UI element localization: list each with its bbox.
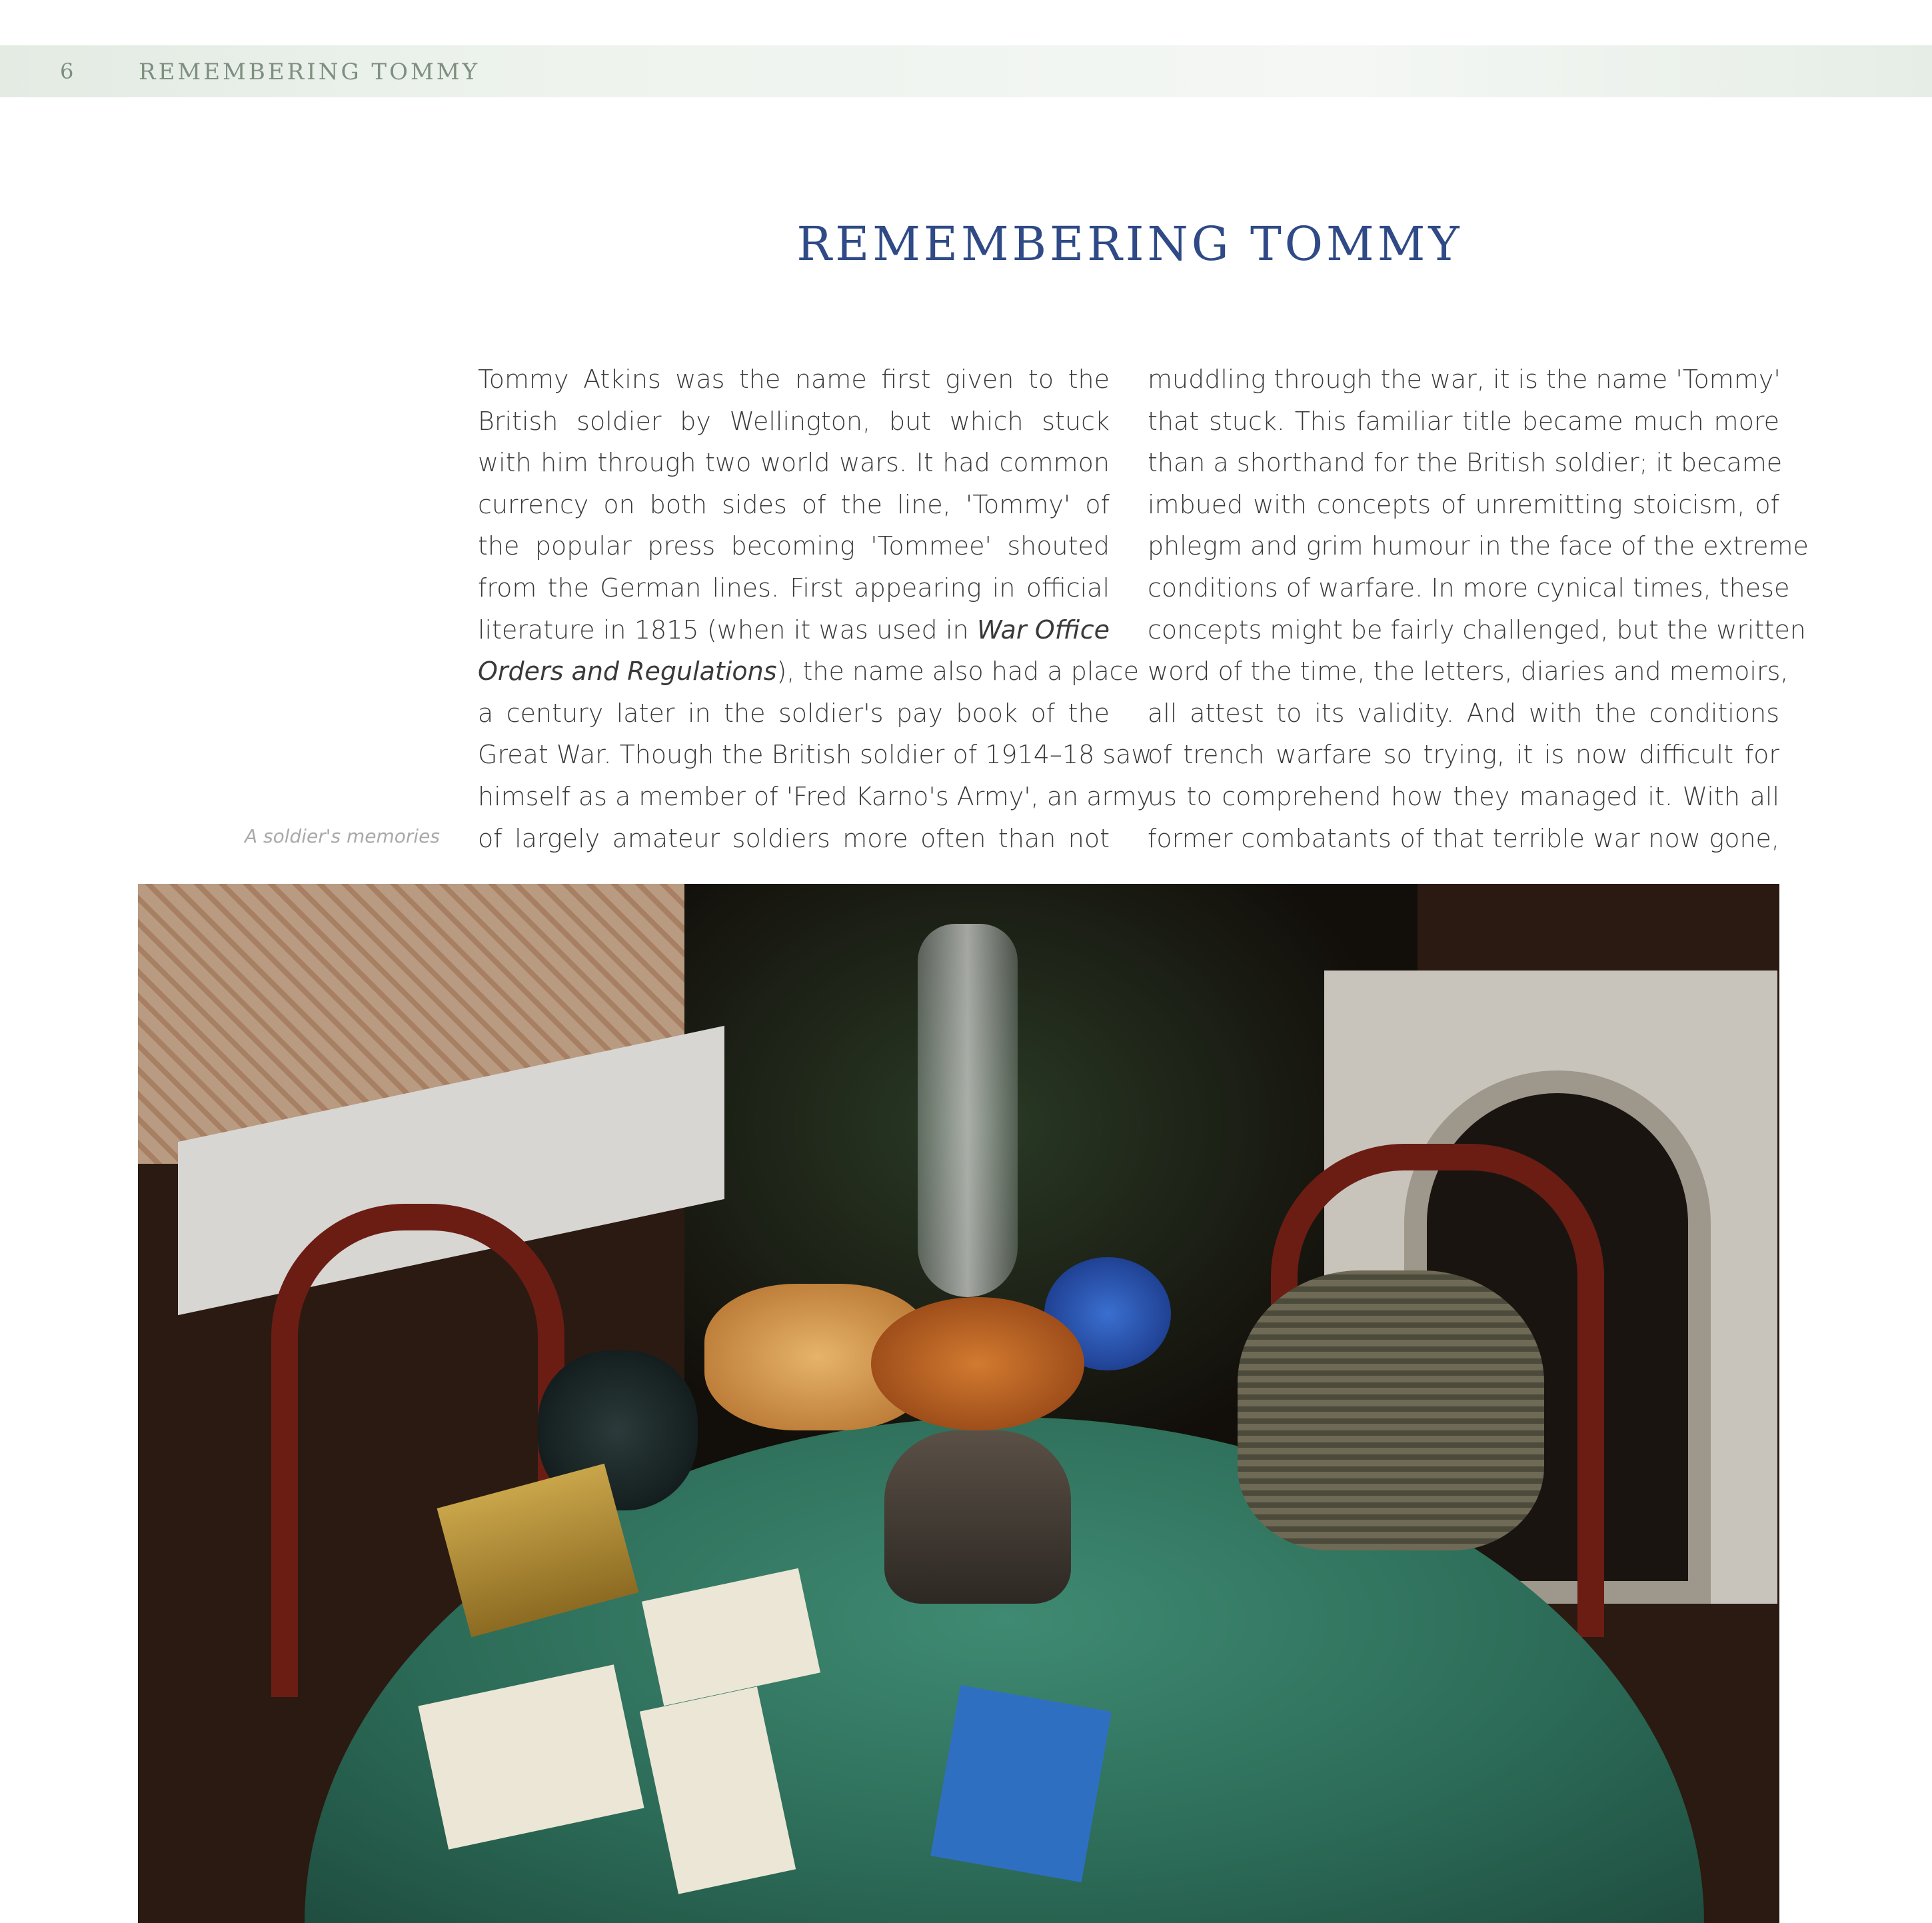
knitted-cap	[1238, 1270, 1544, 1550]
text-line	[478, 734, 1152, 776]
text-line	[1148, 484, 1779, 526]
text-line	[1148, 693, 1779, 735]
body-text: the popular press becoming 'Tommee' shouted	[478, 531, 1110, 561]
text-line	[478, 442, 1110, 484]
chapter-title: REMEMBERING TOMMY	[796, 217, 1463, 271]
italic-text: Orders and Regulations	[478, 657, 777, 687]
body-text: currency on both sides of the line, 'Tommy' of	[478, 489, 1110, 519]
still-life-photo	[138, 884, 1779, 1923]
body-text: that stuck. This familiar title became much more	[1148, 406, 1779, 436]
blue-cloth	[930, 1685, 1112, 1882]
body-text: muddling through the war, it is the name 'Tommy'	[1148, 365, 1781, 394]
text-line	[478, 818, 1110, 860]
text-line	[478, 651, 1139, 693]
text-line	[1148, 651, 1789, 693]
text-line	[478, 484, 1110, 526]
text-line	[478, 609, 1110, 651]
text-line	[478, 693, 1110, 735]
body-text: a century later in the soldier's pay book of the	[478, 698, 1110, 728]
body-text: than a shorthand for the British soldier; it became	[1148, 448, 1783, 478]
body-text: British soldier by Wellington, but which stuck	[478, 406, 1110, 436]
text-line	[1148, 567, 1790, 609]
text-line	[478, 567, 1110, 609]
body-text: concepts might be fairly challenged, but the written	[1148, 615, 1806, 645]
body-text: from the German lines. First appearing in official	[478, 573, 1110, 603]
body-text: literature in 1815 (when it was used in	[478, 615, 978, 645]
body-text: himself as a member of 'Fred Karno's Army', an army	[478, 781, 1152, 811]
text-line	[478, 401, 1110, 443]
text-line	[1148, 359, 1779, 401]
body-text: with him through two world wars. It had common	[478, 448, 1110, 478]
body-text: Tommy Atkins was the name first given to the	[478, 365, 1110, 394]
body-text: former combatants of that terrible war now gone,	[1148, 823, 1779, 853]
body-text: conditions of warfare. In more cynical times, these	[1148, 573, 1790, 603]
text-column-left	[478, 359, 1152, 859]
text-line	[1148, 401, 1779, 443]
text-line	[478, 776, 1152, 818]
page-number: 6	[60, 59, 74, 84]
body-text: all attest to its validity. And with the conditions	[1148, 698, 1779, 728]
body-text: of largely amateur soldiers more often than not	[478, 823, 1110, 853]
text-column-right	[1148, 359, 1809, 859]
text-line	[1148, 776, 1779, 818]
body-text: word of the time, the letters, diaries and memoirs,	[1148, 657, 1789, 687]
body-text: us to comprehend how they managed it. With all	[1148, 781, 1779, 811]
body-text: ), the name also had a place	[776, 657, 1139, 687]
text-line	[1148, 442, 1783, 484]
lamp-chimney	[918, 924, 1018, 1297]
photo-caption: A soldier's memories	[244, 825, 440, 847]
running-title: REMEMBERING TOMMY	[139, 59, 481, 85]
body-text: imbued with concepts of unremitting stoicism, of	[1148, 489, 1779, 519]
text-line	[1148, 609, 1806, 651]
text-line	[478, 525, 1110, 567]
text-line	[478, 359, 1110, 401]
lamp-base	[884, 1430, 1071, 1604]
body-text: Great War. Though the British soldier of 1914–18 saw	[478, 740, 1152, 770]
body-text: of trench warfare so trying, it is now difficult for	[1148, 740, 1779, 770]
text-line	[1148, 818, 1779, 860]
text-line	[1148, 525, 1809, 567]
lamp-reservoir	[871, 1297, 1084, 1430]
body-text: phlegm and grim humour in the face of the extreme	[1148, 531, 1809, 561]
text-line	[1148, 734, 1779, 776]
italic-text: War Office	[977, 615, 1110, 645]
